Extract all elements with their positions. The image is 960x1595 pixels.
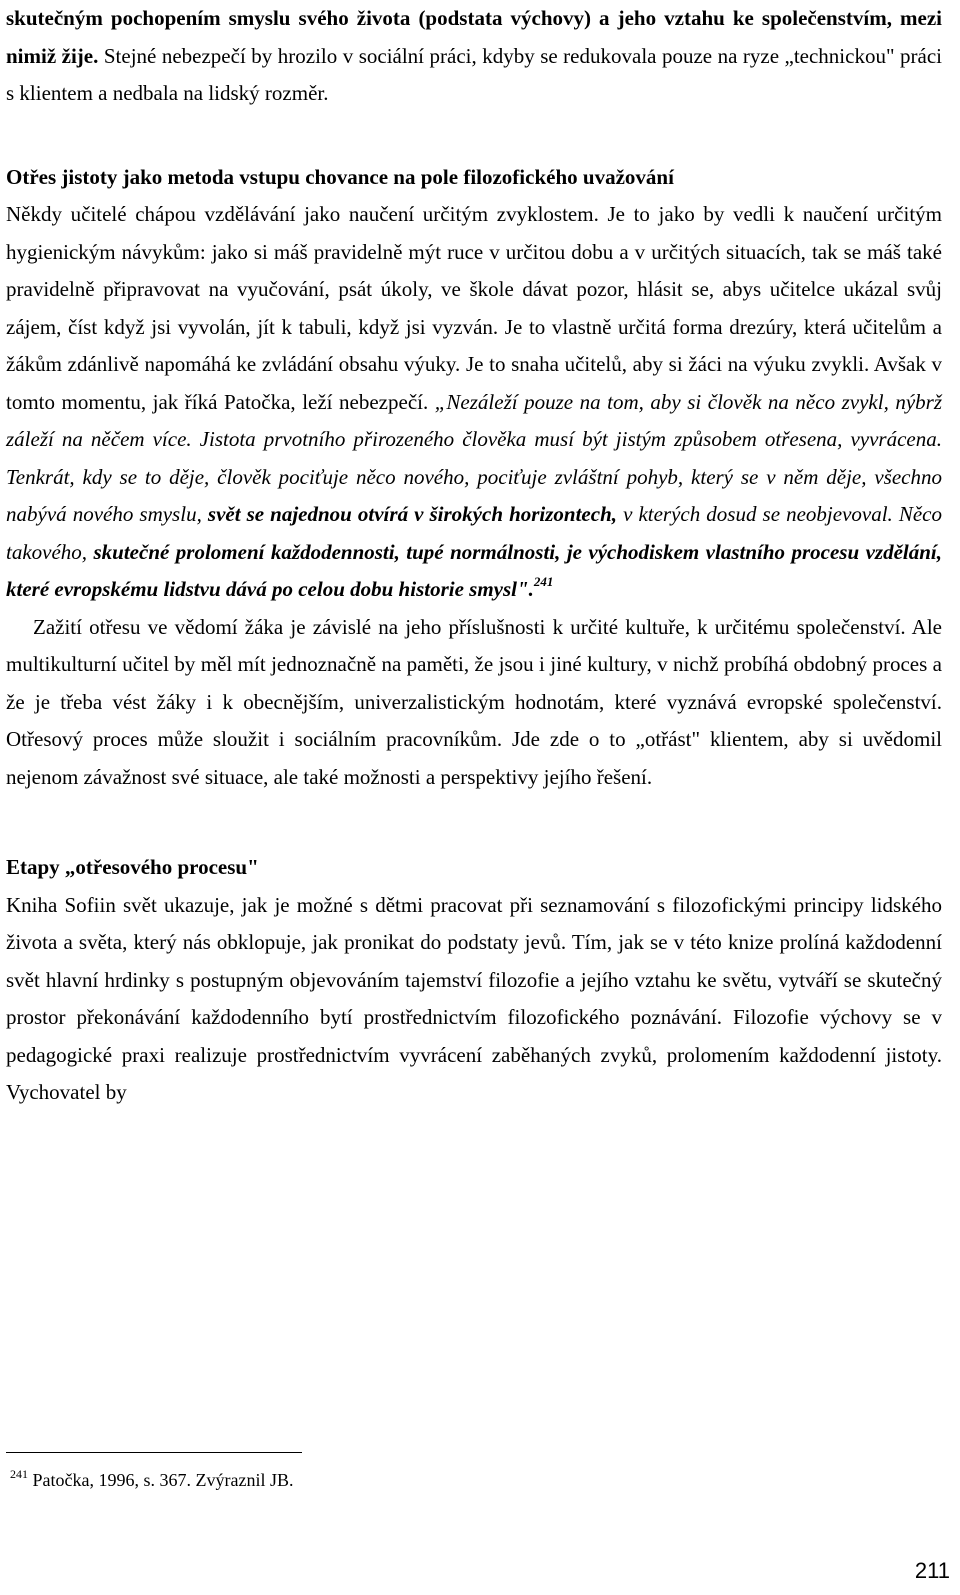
quote-italic-2: v kterých dosud se neobjevoval. Něco takového,	[6, 502, 942, 564]
section2-paragraph: Kniha Sofiin svět ukazuje, jak je možné s dětmi pracovat při seznamování s filozofickými principy lidského života a světa, který nás obklopuje, jak pronikat do podstaty jevů. Tím, jak se v této knize prolíná každodenní svět hlavní hrdinky s postupným objevováním tajemství filozofie a jejího vztahu ke světu, vytváří se skutečný prostor překonávání každodenního bytí prostřednictvím filozofického poznávání. Filozofie výchovy se v pedagogické praxi realizuje prostřednictvím vyvrácení zaběhaných zvyků, prolomením každodenní jistoty. Vychovatel by	[6, 892, 942, 1104]
quote-bold-2: skutečné prolomení každodennosti, tupé normálnosti, je východiskem vlastního procesu vzdělání, které evropskému lidstvu dává po celou dobu historie smysl".	[6, 539, 942, 601]
footnote-number: 241	[10, 1467, 28, 1481]
section1-paragraph-b: Zažití otřesu ve vědomí žáka je závislé na jeho příslušnosti k určité kultuře, k určitému společenství. Ale multikulturní učitel by měl mít jednoznačně na paměti, že jsou i jiné kultury, v nichž probíhá obdobný proces a že je třeba vést žáky i k obecnějším, univerzalistickým hodnotám, které vyznává evropské společenství. Otřesový proces může sloužit i sociálním pracovníkům. Jde zde o to „otřást" klientem, aby si uvědomil nejenom závažnost své situace, ale také možnosti a perspektivy jejího řešení.	[6, 614, 942, 789]
intro-paragraph	[6, 0, 942, 113]
quote-italic-1: „Nezáleží pouze na tom, aby si člověk na něco zvykl, nýbrž záleží na něčem více. Jistota prvotního přirozeného člověka musí být jistým způsobem otřesena, vyvrácena. Tenkrát, kdy se to děje, člověk pociťuje něco nového, pociťuje zvláštní pohyb, který se v něm děje, všechno nabývá nového smyslu,	[6, 389, 942, 526]
intro-text: Stejné nebezpečí by hrozilo v sociální práci, kdyby se redukovala pouze na ryze „technickou" práci s klientem a nedbala na lidský rozměr.	[6, 43, 942, 105]
footnote-text: Patočka, 1996, s. 367. Zvýraznil JB.	[28, 1470, 294, 1490]
quote-bold-1: svět se najednou otvírá v širokých horizontech,	[207, 502, 618, 526]
footnote-reference[interactable]: 241	[533, 574, 554, 589]
footnote-divider	[6, 1452, 302, 1453]
section1-text: Někdy učitelé chápou vzdělávání jako naučení určitým zvyklostem. Je to jako by vedli k naučení určitým hygienickým návykům: jako si máš pravidelně mýt ruce v určitou dobu a v určitých situacích, tak se máš také pravidelně připravovat na vyučování, psát úkoly, ve škole dávat pozor, hlásit se, abys učitelce ukázal svůj zájem, číst když jsi vyvolán, jít k tabuli, když jsi vyzván. Je to vlastně určitá forma drezúry, která učitelům a žákům zdánlivě napomáhá ke zvládání obsahu výuky. Je to snaha učitelů, aby si žáci na výuku zvykli. Avšak v tomto momentu, jak říká Patočka, leží nebezpečí.	[6, 202, 942, 414]
section1-paragraph-a	[6, 196, 942, 609]
intro-bold-text: skutečným pochopením smyslu svého života (podstata výchovy) a jeho vztahu ke společenstvím, mezi nimiž žije.	[6, 6, 942, 68]
page-number: 211	[914, 1558, 950, 1583]
page-body	[6, 0, 942, 1112]
section-heading-otres-jistoty: Otřes jistoty jako metoda vstupu chovance na pole filozofického uvažování	[6, 164, 674, 189]
section-heading-etapy: Etapy „otřesového procesu"	[6, 855, 259, 879]
footnote	[10, 1468, 293, 1492]
